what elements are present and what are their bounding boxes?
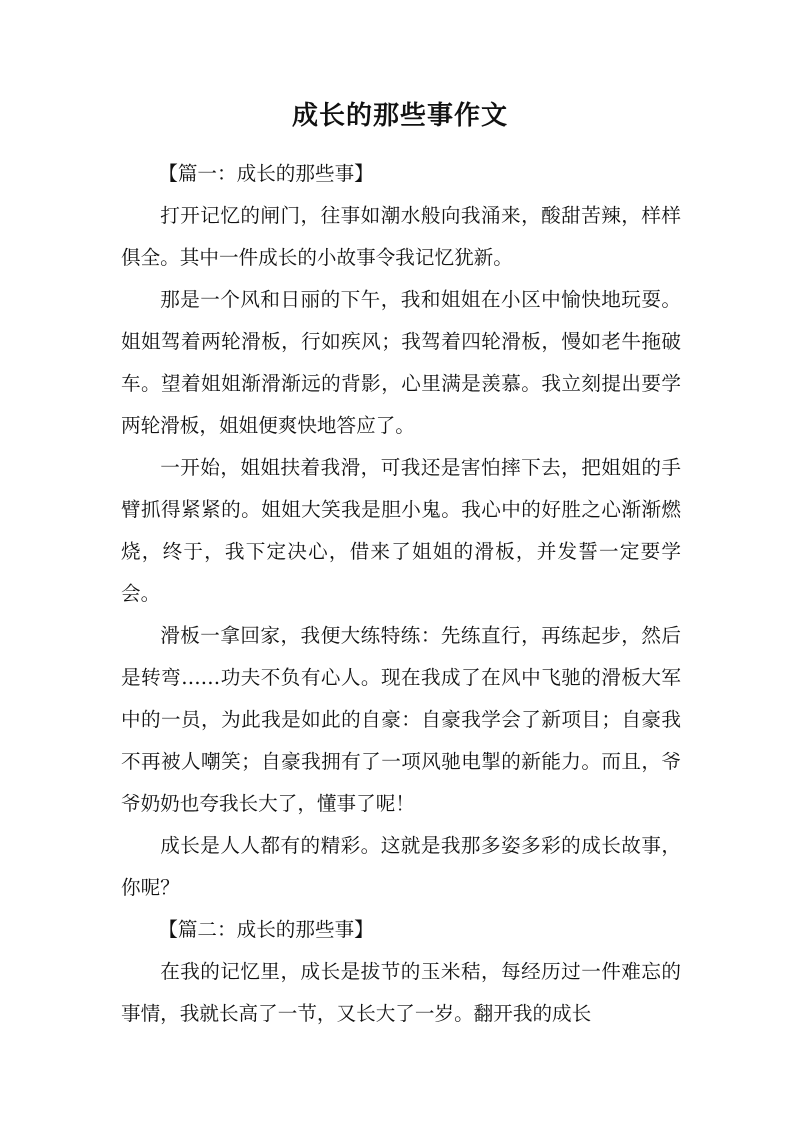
section-heading-1: 【篇一：成长的那些事】	[158, 162, 374, 185]
paragraph: 在我的记忆里，成长是拔节的玉米秸，每经历过一件难忘的事情，我就长高了一节，又长大了一岁。翻开我的成长	[121, 960, 681, 1025]
paragraph: 滑板一拿回家，我便大练特练：先练直行，再练起步，然后是转弯……功夫不负有心人。现在我成了在风中飞驰的滑板大军中的一员，为此我是如此的自豪：自豪我学会了新项目；自豪我不再被人嘲笑；自豪我拥有了一项风驰电掣的新能力。而且，爷爷奶奶也夸我长大了，懂事了呢！	[121, 624, 681, 815]
paragraph: 成长是人人都有的精彩。这就是我那多姿多彩的成长故事，你呢？	[121, 834, 681, 899]
paragraph: 打开记忆的闸门，往事如潮水般向我涌来，酸甜苦辣，样样俱全。其中一件成长的小故事令我记忆犹新。	[121, 204, 681, 269]
document-body	[121, 153, 681, 1035]
section-heading-2: 【篇二：成长的那些事】	[158, 918, 374, 941]
paragraph: 那是一个风和日丽的下午，我和姐姐在小区中愉快地玩耍。姐姐驾着两轮滑板，行如疾风；我驾着四轮滑板，慢如老牛拖破车。望着姐姐渐滑渐远的背影，心里满是羡慕。我立刻提出要学两轮滑板，姐姐便爽快地答应了。	[121, 288, 681, 437]
document-title: 成长的那些事作文	[291, 101, 508, 131]
paragraph: 一开始，姐姐扶着我滑，可我还是害怕摔下去，把姐姐的手臂抓得紧紧的。姐姐大笑我是胆小鬼。我心中的好胜之心渐渐燃烧，终于，我下定决心，借来了姐姐的滑板，并发誓一定要学会。	[121, 456, 681, 605]
